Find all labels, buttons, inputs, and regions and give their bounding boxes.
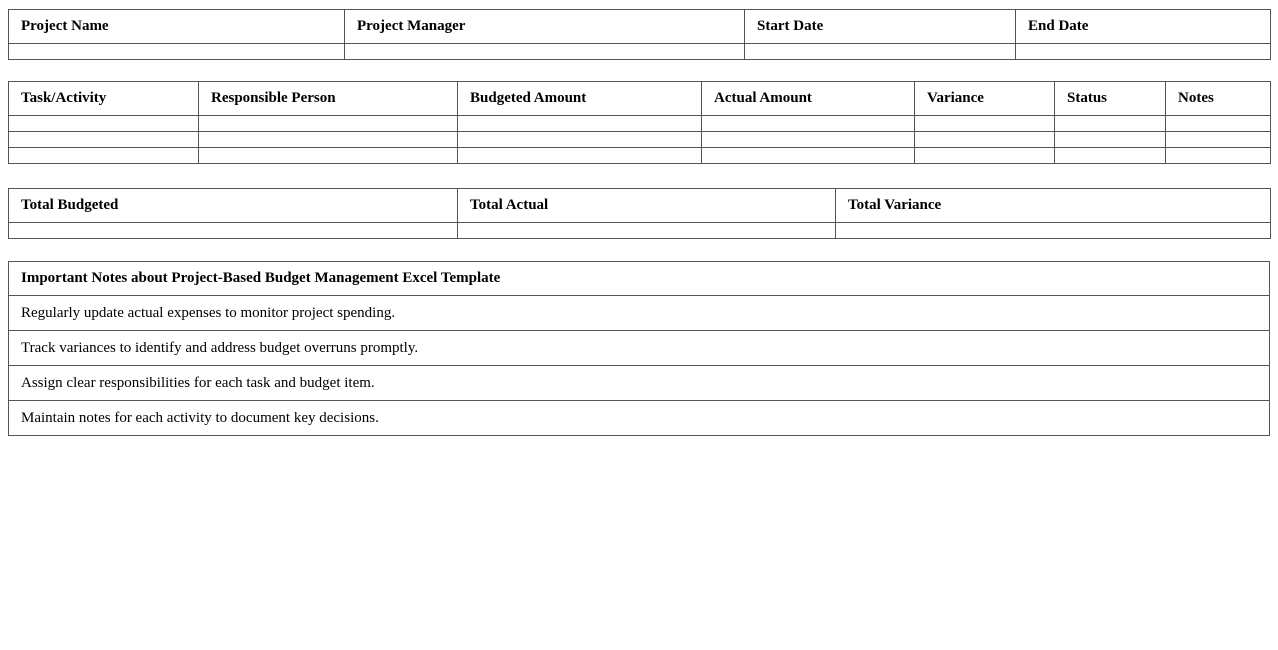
responsible-person-header: Responsible Person — [199, 82, 458, 116]
variance-cell[interactable] — [915, 148, 1055, 164]
status-cell[interactable] — [1055, 132, 1166, 148]
table-header-row — [9, 189, 1271, 223]
responsible-person-cell[interactable] — [199, 148, 458, 164]
note-item: Regularly update actual expenses to monitor project spending. — [9, 296, 1270, 331]
budgeted-amount-cell[interactable] — [458, 148, 702, 164]
note-item: Maintain notes for each activity to document key decisions. — [9, 401, 1270, 436]
task-activity-cell[interactable] — [9, 148, 199, 164]
notes-cell[interactable] — [1166, 116, 1271, 132]
variance-cell[interactable] — [915, 132, 1055, 148]
table-row — [9, 331, 1270, 366]
table-row — [9, 223, 1271, 239]
project-manager-header: Project Manager — [345, 10, 745, 44]
budgeted-amount-header: Budgeted Amount — [458, 82, 702, 116]
task-activity-header: Task/Activity — [9, 82, 199, 116]
total-actual-header: Total Actual — [458, 189, 836, 223]
table-row — [9, 401, 1270, 436]
table-header-row — [9, 82, 1271, 116]
status-cell[interactable] — [1055, 116, 1166, 132]
responsible-person-cell[interactable] — [199, 116, 458, 132]
notes-cell[interactable] — [1166, 132, 1271, 148]
project-name-cell[interactable] — [9, 44, 345, 60]
note-item: Assign clear responsibilities for each task and budget item. — [9, 366, 1270, 401]
table-row — [9, 132, 1271, 148]
project-manager-cell[interactable] — [345, 44, 745, 60]
variance-header: Variance — [915, 82, 1055, 116]
status-header: Status — [1055, 82, 1166, 116]
actual-amount-cell[interactable] — [702, 132, 915, 148]
totals-table — [8, 188, 1271, 239]
actual-amount-header: Actual Amount — [702, 82, 915, 116]
project-name-header: Project Name — [9, 10, 345, 44]
total-variance-cell[interactable] — [836, 223, 1271, 239]
actual-amount-cell[interactable] — [702, 116, 915, 132]
table-header-row — [9, 262, 1270, 296]
end-date-header: End Date — [1016, 10, 1271, 44]
total-budgeted-cell[interactable] — [9, 223, 458, 239]
table-row — [9, 148, 1271, 164]
responsible-person-cell[interactable] — [199, 132, 458, 148]
table-row — [9, 296, 1270, 331]
budgeted-amount-cell[interactable] — [458, 116, 702, 132]
notes-cell[interactable] — [1166, 148, 1271, 164]
table-row — [9, 116, 1271, 132]
notes-header: Notes — [1166, 82, 1271, 116]
start-date-header: Start Date — [745, 10, 1016, 44]
budgeted-amount-cell[interactable] — [458, 132, 702, 148]
total-variance-header: Total Variance — [836, 189, 1271, 223]
start-date-cell[interactable] — [745, 44, 1016, 60]
important-notes-table — [8, 261, 1270, 436]
project-info-table — [8, 9, 1271, 60]
task-activity-cell[interactable] — [9, 116, 199, 132]
status-cell[interactable] — [1055, 148, 1166, 164]
table-row — [9, 366, 1270, 401]
end-date-cell[interactable] — [1016, 44, 1271, 60]
variance-cell[interactable] — [915, 116, 1055, 132]
total-actual-cell[interactable] — [458, 223, 836, 239]
total-budgeted-header: Total Budgeted — [9, 189, 458, 223]
table-header-row — [9, 10, 1271, 44]
note-item: Track variances to identify and address budget overruns promptly. — [9, 331, 1270, 366]
actual-amount-cell[interactable] — [702, 148, 915, 164]
notes-title: Important Notes about Project-Based Budget Management Excel Template — [9, 262, 1270, 296]
task-activity-cell[interactable] — [9, 132, 199, 148]
tasks-table — [8, 81, 1271, 164]
table-row — [9, 44, 1271, 60]
